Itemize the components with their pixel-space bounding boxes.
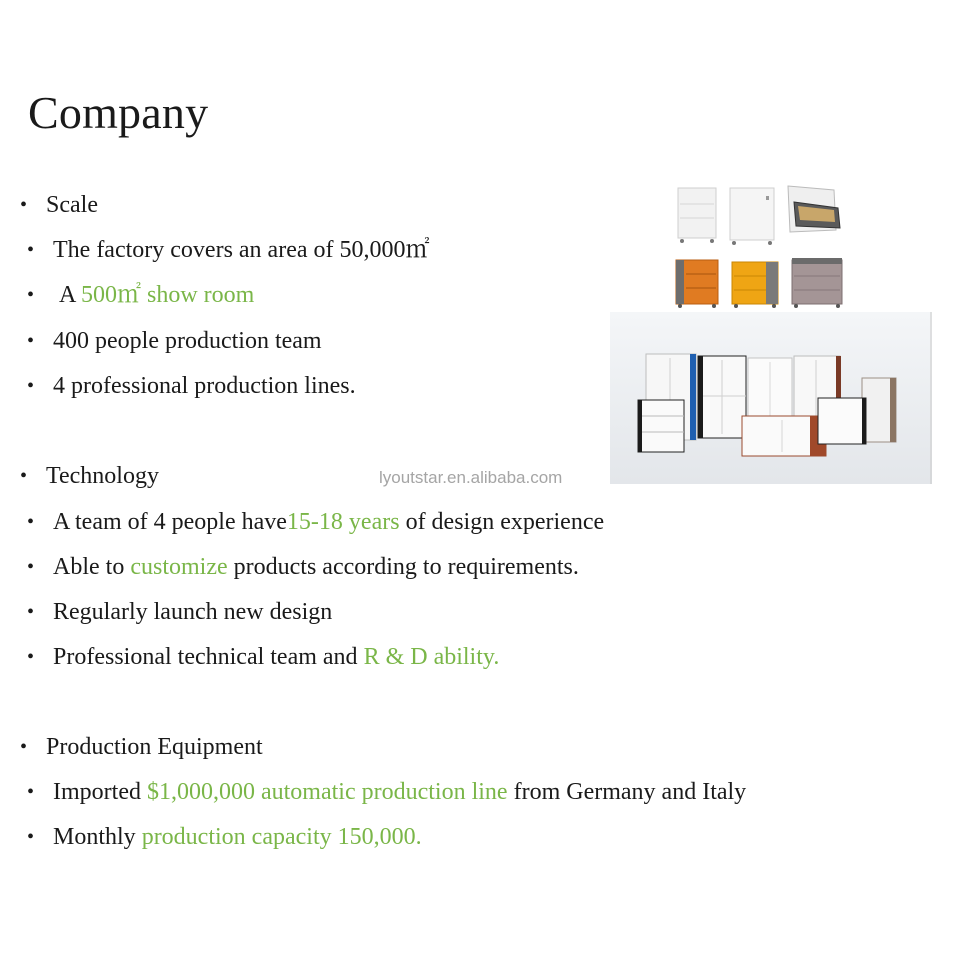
orange-pedestal	[676, 260, 718, 308]
list-item: • Able to customize products according to requirements.	[27, 554, 579, 580]
bullet-icon: •	[20, 465, 28, 487]
bullet-icon: •	[27, 239, 35, 261]
bullet-icon: •	[20, 736, 28, 758]
bullet-icon: •	[27, 826, 35, 848]
bullet-icon: •	[27, 781, 35, 803]
bullet-icon: •	[27, 330, 35, 352]
list-item: • Monthly production capacity 150,000.	[27, 824, 422, 850]
section-heading-production-equipment: • Production Equipment	[20, 734, 263, 760]
list-item: • 400 people production team	[27, 328, 322, 354]
open-drawer-pedestal	[788, 186, 840, 232]
bullet-icon: •	[27, 601, 35, 623]
section-heading-technology: • Technology	[20, 463, 159, 489]
list-item: • Regularly launch new design	[27, 599, 333, 625]
watermark-text: lyoutstar.en.alibaba.com	[379, 468, 563, 487]
grey-pedestal	[792, 258, 842, 308]
bullet-icon: •	[27, 375, 35, 397]
list-item: • A 500㎡ show room	[27, 282, 255, 308]
list-item: • Professional technical team and R & D ability.	[27, 644, 500, 670]
list-item: • 4 professional production lines.	[27, 373, 356, 399]
list-item: • Imported $1,000,000 automatic production line from Germany and Italy	[27, 779, 747, 805]
bullet-icon: •	[27, 284, 35, 306]
yellow-pedestal	[732, 262, 778, 308]
white-pedestal-1	[678, 188, 716, 243]
bullet-icon: •	[27, 556, 35, 578]
mobile-pedestal-cabinets-photo	[666, 180, 856, 314]
bullet-icon: •	[20, 194, 28, 216]
bullet-icon: •	[27, 646, 35, 668]
list-item: • The factory covers an area of 50,000㎡	[27, 237, 430, 263]
white-pedestal-2	[730, 188, 774, 245]
office-storage-cabinets-photo	[610, 312, 932, 484]
section-heading-scale: • Scale	[20, 192, 98, 218]
list-item: • A team of 4 people have15-18 years of design experience	[27, 509, 605, 535]
page-title: Company	[28, 87, 209, 138]
bullet-icon: •	[27, 511, 35, 533]
